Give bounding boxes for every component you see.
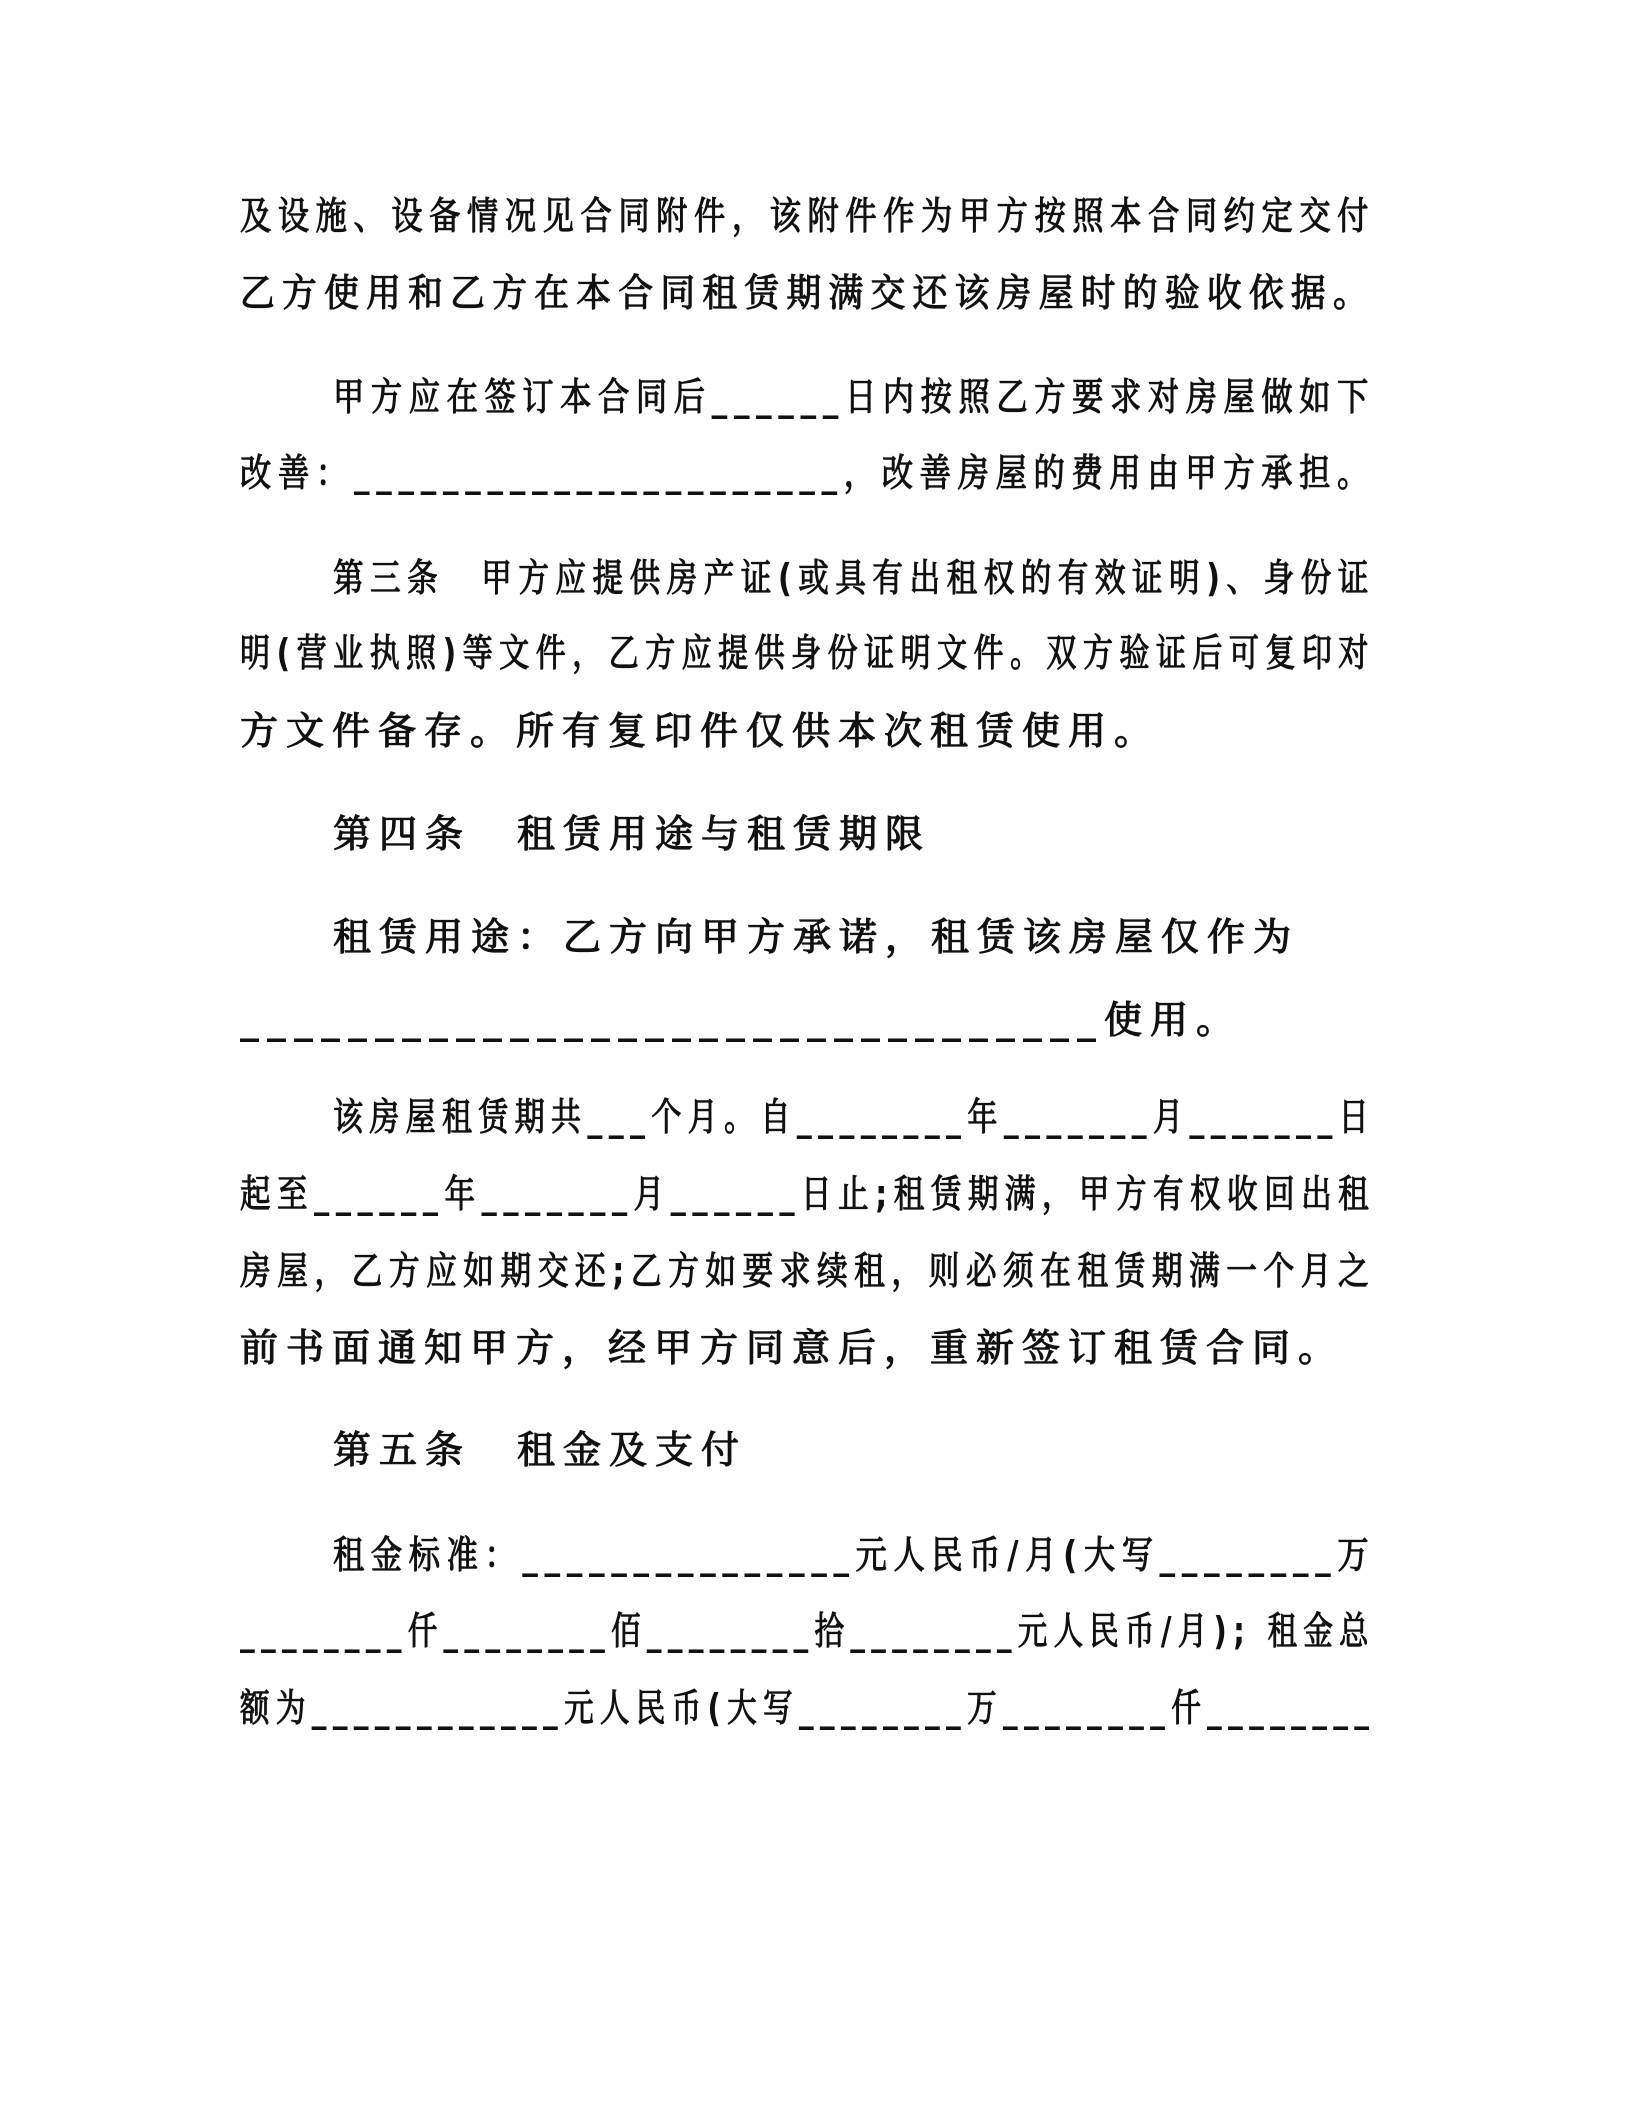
- text-line: 额为____________元人民币(大写________万________仟________: [240, 1686, 1376, 1730]
- text-line: ________仟________佰________拾________元人民币/月); 租金总: [240, 1609, 1375, 1653]
- text-line: ________________________________使用。: [240, 998, 1243, 1042]
- text-line: 前书面通知甲方，经甲方同意后，重新签订租赁合同。: [240, 1326, 1345, 1370]
- article-5-heading: 第五条 租金及支付: [333, 1428, 748, 1472]
- text-line: 方文件备存。所有复印件仅供本次租赁使用。: [240, 709, 1161, 753]
- text-line: 乙方使用和乙方在本合同租赁期满交还该房屋时的验收依据。: [240, 271, 1376, 315]
- text-line: 明(营业执照)等文件，乙方应提供身份证明文件。双方验证后可复印对: [240, 631, 1375, 675]
- text-line: 租赁用途：乙方向甲方承诺，租赁该房屋仅作为: [333, 915, 1300, 959]
- text-line: 起至______年_______月______日止;租赁期满，甲方有权收回出租: [240, 1172, 1376, 1216]
- text-line: 房屋，乙方应如期交还;乙方如要求续租，则必须在租赁期满一个月之: [240, 1249, 1376, 1293]
- text-line: 租金标准：_______________元人民币/月(大写________万: [333, 1533, 1376, 1577]
- article-3-heading: 第三条 甲方应提供房产证(或具有出租权的有效证明)、身份证: [333, 556, 1375, 600]
- article-4-heading: 第四条 租赁用途与租赁期限: [333, 812, 932, 856]
- text-line: 该房屋租赁期共___个月。自________年_______月_______日: [333, 1095, 1376, 1139]
- text-line: 改善：______________________，改善房屋的费用由甲方承担。: [240, 451, 1376, 495]
- text-line: 及设施、设备情况见合同附件，该附件作为甲方按照本合同约定交付: [240, 194, 1376, 238]
- text-line: 甲方应在签订本合同后______日内按照乙方要求对房屋做如下: [333, 375, 1376, 419]
